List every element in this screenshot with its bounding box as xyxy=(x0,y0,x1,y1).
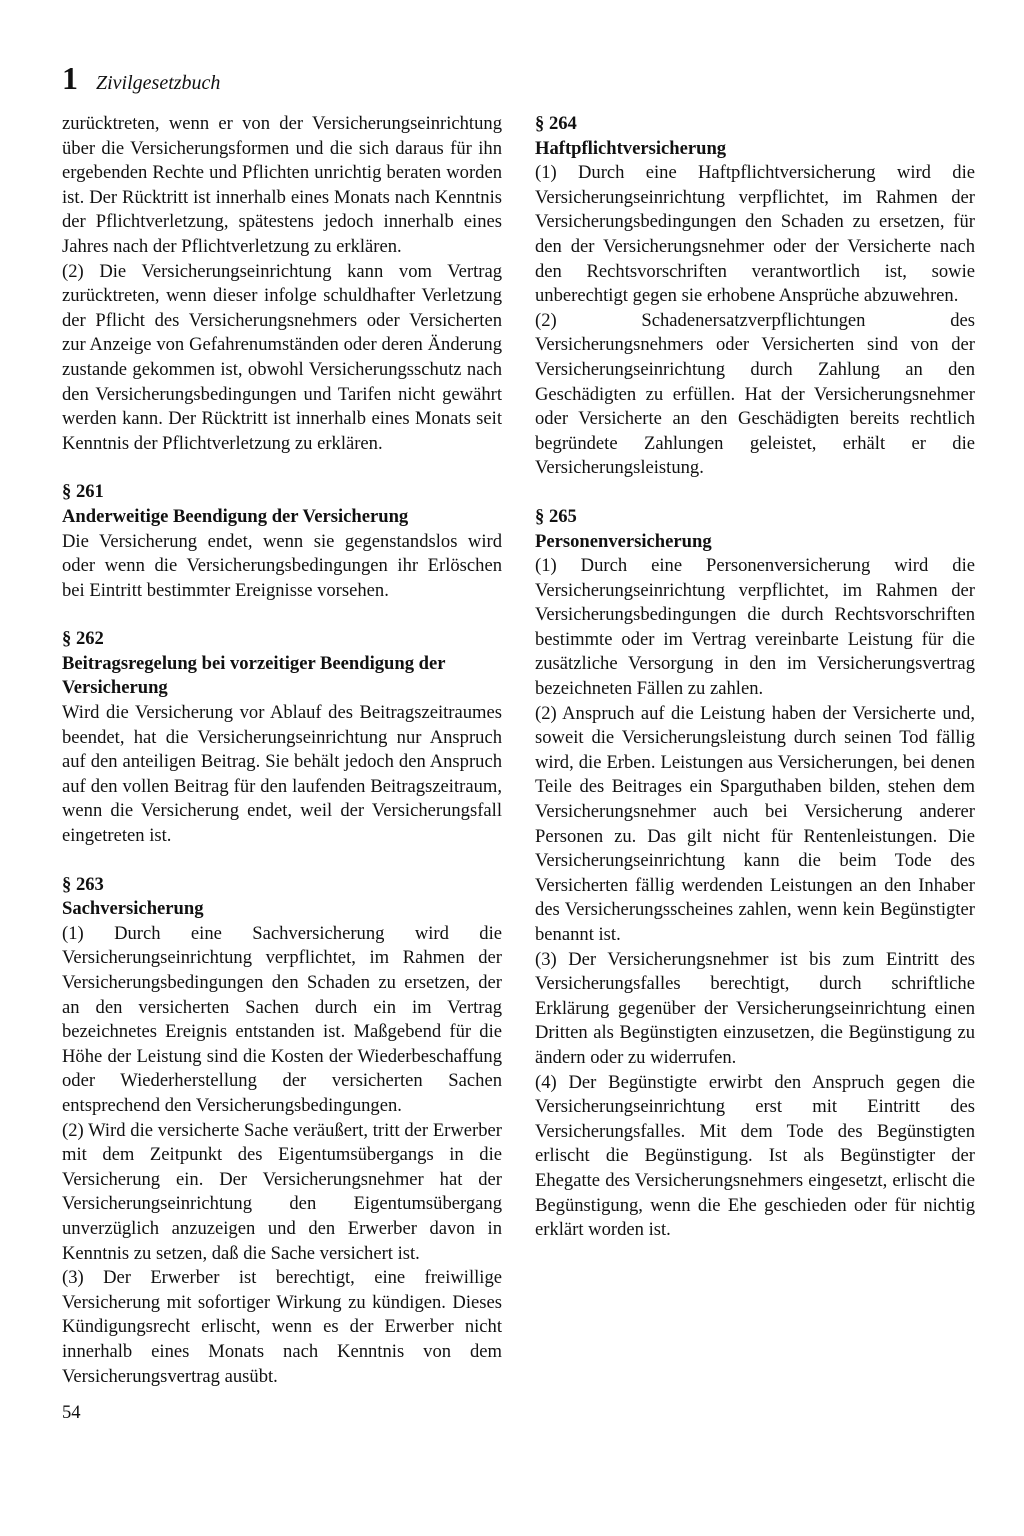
section-263 xyxy=(62,873,502,1389)
paragraph: Wird die Versicherung vor Ablauf des Beitragszeitraumes beendet, hat die Versicherungseinrichtung nur Anspruch auf den anteiligen Beitrag. Sie behält jedoch den Anspruch auf den vollen Beitrag für den laufenden Beitragszeitraum, wenn die Versicherung endet, weil der Versicherungsfall eingetreten ist. xyxy=(62,702,502,847)
section-number: § 264 xyxy=(535,113,577,134)
paragraph: (1) Durch eine Sachversicherung wird die Versicherungseinrichtung verpflichtet, im Rahmen der Versicherungsbedingungen den Schaden zu ersetzen, der an den versicherten Sachen durch ein im Vertrag bezeichnetes Ereignis entstanden ist. Maßgebend für die Höhe der Leistung sind die Kosten der Wiederbeschaffung oder Wiederherstellung der versicherten Sachen entsprechend den Versicherungsbedingungen. xyxy=(62,922,502,1116)
section-261 xyxy=(62,480,502,603)
paragraph: (2) Schadenersatzverpflichtungen des Versicherungsnehmers oder Versicherten sind von der Versicherungseinrichtung durch Zahlung an den Geschädigten zu erfüllen. Hat der Versicherungsnehmer oder Versicherte an den Geschädigten bereits rechtlich begründete Zahlungen geleistet, erhält er die Versicherungsleistung. xyxy=(535,309,975,479)
paragraph: (2) Wird die versicherte Sache veräußert, tritt der Erwerber mit dem Zeitpunkt des Eigentumsübergangs in die Versicherung ein. Der Versicherungsnehmer hat der Versicherungseinrichtung den Eigentumsübergang unverzüglich anzuzeigen und den Erwerber davon in Kenntnis zu setzen, daß die Sache versichert ist. xyxy=(62,1119,502,1264)
paragraph: (1) Durch eine Haftpflichtversicherung wird die Versicherungseinrichtung verpflichtet, im Rahmen der Versicherungsbedingungen den Schaden zu ersetzen, für den der Versicherungsnehmer oder der Versicherte nach den Rechtsvorschriften verantwortlich ist, sowie unberechtigt gegen sie erhobene Ansprüche abzuwehren. xyxy=(535,162,975,307)
section-title: Beitragsregelung bei vorzeitiger Beendigung der Versicherung xyxy=(62,652,446,699)
section-number: § 261 xyxy=(62,481,104,503)
chapter-number: 1 xyxy=(62,60,78,96)
page-header xyxy=(62,60,220,97)
page-number: 54 xyxy=(62,1402,81,1423)
section-title: Personenversicherung xyxy=(535,530,712,552)
paragraph: (3) Der Erwerber ist berechtigt, eine freiwillige Versicherung mit sofortiger Wirkung zu kündigen. Dieses Kündigungsrecht erlischt, wenn es der Erwerber nicht innerhalb eines Monats nach Kenntnis von dem Versicherungsvertrag ausübt. xyxy=(62,1267,502,1387)
paragraph: (2) Die Versicherungseinrichtung kann vom Vertrag zurücktreten, wenn dieser infolge schuldhafter Verletzung der Pflicht des Versicherungsnehmers oder Versicherten zur Anzeige von Gefahrenumständen oder deren Änderung zustande gekommen ist, obwohl Versicherungsschutz nach den Versicherungsbedingungen und Tarifen nicht gewährt werden kann. Der Rücktritt ist innerhalb eines Monats seit Kenntnis der Pflichtverletzung zu erklären. xyxy=(62,260,502,454)
section-title: Anderweitige Beendigung der Versicherung xyxy=(62,505,409,527)
section-number: § 263 xyxy=(62,873,104,895)
right-column xyxy=(535,112,975,1243)
paragraph: (1) Durch eine Personenversicherung wird die Versicherungseinrichtung verpflichtet, im Rahmen der Versicherungsbedingungen die durch Rechtsvorschriften bestimmte oder im Vertrag vereinbarte Leistung für die zusätzliche Versorgung in den im Versicherungsvertrag bezeichneten Fällen zu zahlen. xyxy=(535,555,975,700)
section-title: Sachversicherung xyxy=(62,898,204,920)
section-265 xyxy=(535,505,975,1243)
left-column xyxy=(62,112,502,1389)
section-264 xyxy=(535,112,975,481)
section-262 xyxy=(62,627,502,848)
paragraph: (4) Der Begünstigte erwirbt den Anspruch gegen die Versicherungseinrichtung erst mit Eintritt des Versicherungsfalles. Mit dem Tode des Begünstigten erlischt die Begünstigung. Ist als Begünstigter der Ehegatte des Versicherungsnehmers eingesetzt, erlischt die Begünstigung, wenn die Ehe geschieden oder für nichtig erklärt worden ist. xyxy=(535,1071,975,1241)
section-number: § 265 xyxy=(535,505,577,527)
paragraph: zurücktreten, wenn er von der Versicherungseinrichtung über die Versicherungsformen und die sich daraus für ihn ergebenden Rechte und Pflichten unrichtig beraten worden ist. Der Rücktritt ist innerhalb eines Monats nach Kenntnis der Pflichtverletzung, spätestens jedoch innerhalb eines Jahres nach der Pflichtverletzung zu erklären. xyxy=(62,113,502,257)
paragraph: (2) Anspruch auf die Leistung haben der Versicherte und, soweit die Versicherungsleistung durch seinen Tod fällig wird, die Erben. Leistungen aus Versicherungen, bei denen Teile des Beitrages ein Sparguthaben bilden, stehen dem Versicherungsnehmer auch bei Versicherung anderer Personen zu. Das gilt nicht für Rentenleistungen. Die Versicherungseinrichtung kann die beim Tode des Versicherten fällig werdenden Leistungen an den Inhaber des Versicherungsscheines zahlen, wenn kein Begünstigter benannt ist. xyxy=(535,702,975,945)
section-number: § 262 xyxy=(62,628,104,650)
paragraph: Die Versicherung endet, wenn sie gegenstandslos wird oder wenn die Versicherungsbedingungen ihr Erlöschen bei Eintritt bestimmter Ereignisse vorsehen. xyxy=(62,530,502,601)
paragraph: (3) Der Versicherungsnehmer ist bis zum Eintritt des Versicherungsfalles berechtigt, durch schriftliche Erklärung gegenüber der Versicherungseinrichtung einen Dritten als Begünstigten einzusetzen, die Begünstigung zu ändern oder zu widerrufen. xyxy=(535,948,975,1068)
section-title: Haftpflichtversicherung xyxy=(535,137,727,159)
chapter-title: Zivilgesetzbuch xyxy=(96,72,221,94)
